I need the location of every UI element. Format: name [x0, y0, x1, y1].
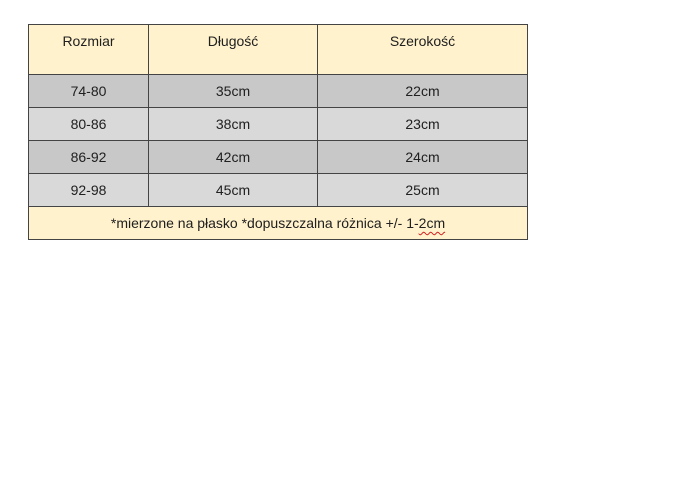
- table-header-row: [29, 25, 528, 75]
- cell-width: 22cm: [318, 75, 528, 108]
- footer-note: [29, 207, 528, 240]
- cell-length: 38cm: [149, 108, 318, 141]
- cell-size: 92-98: [29, 174, 149, 207]
- footer-note-underlined: 2cm: [418, 215, 446, 231]
- header-szerokosc: Szerokość: [318, 25, 528, 75]
- cell-size: 86-92: [29, 141, 149, 174]
- size-table: [28, 24, 528, 240]
- header-dlugosc: Długość: [149, 25, 318, 75]
- cell-length: 45cm: [149, 174, 318, 207]
- cell-size: 74-80: [29, 75, 149, 108]
- cell-size: 80-86: [29, 108, 149, 141]
- cell-width: 23cm: [318, 108, 528, 141]
- cell-width: 25cm: [318, 174, 528, 207]
- cell-width: 24cm: [318, 141, 528, 174]
- table-footer-row: [29, 207, 528, 240]
- cell-length: 35cm: [149, 75, 318, 108]
- table-row: [29, 75, 528, 108]
- footer-note-text: *mierzone na płasko *dopuszczalna różnica +/- 1-: [110, 215, 419, 231]
- table-row: [29, 141, 528, 174]
- table-row: [29, 108, 528, 141]
- header-rozmiar: Rozmiar: [29, 25, 149, 75]
- table-row: [29, 174, 528, 207]
- cell-length: 42cm: [149, 141, 318, 174]
